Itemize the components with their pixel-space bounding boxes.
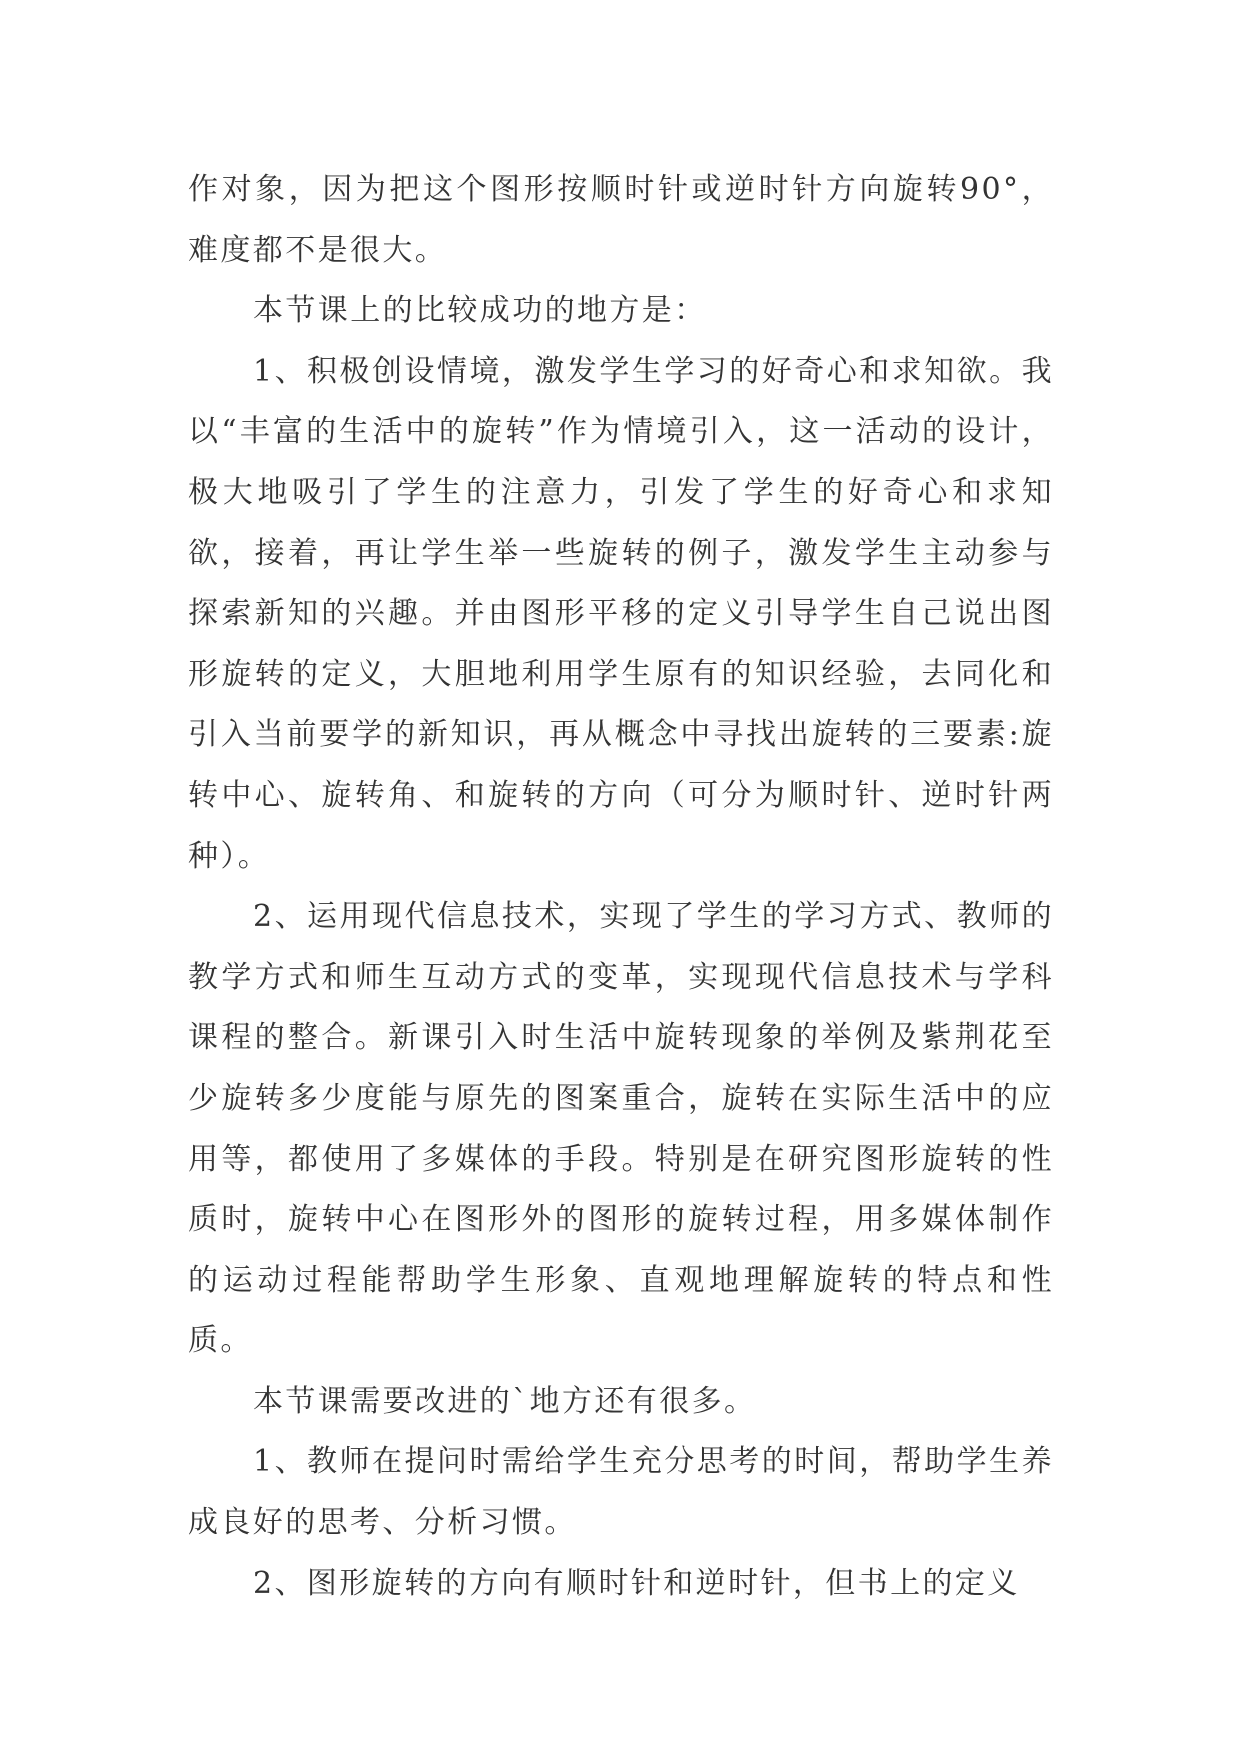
paragraph-improve-point-2: 2、图形旋转的方向有顺时针和逆时针，但书上的定义 — [253, 1565, 1020, 1601]
paragraph-success-intro: 本节课上的比较成功的地方是： — [253, 293, 707, 329]
paragraph-success-point-2: 2、运用现代信息技术，实现了学生的学习方式、教师的教学方式和师生互动方式的变革，实现现代信息技术与学科课程的整合。新课引入时生活中旋转现象的举例及紫荆花至少旋转多少度能与原先的图案重合，旋转在实际生活中的应用等，都使用了多媒体的手段。特别是在研究图形旋转的性质时，旋转中心在图形外的图形的旋转过程，用多媒体制作的运动过程能帮助学生形象、直观地理解旋转的特点和性质。 — [188, 899, 1054, 1359]
document-body — [188, 160, 1054, 1614]
paragraph-improve-point-1: 1、教师在提问时需给学生充分思考的时间，帮助学生养成良好的思考、分析习惯。 — [188, 1444, 1054, 1541]
paragraph-success-point-1: 1、积极创设情境，激发学生学习的好奇心和求知欲。我以“丰富的生活中的旋转”作为情境引入，这一活动的设计，极大地吸引了学生的注意力，引发了学生的好奇心和求知欲，接着，再让学生举一些旋转的例子，激发学生主动参与探索新知的兴趣。并由图形平移的定义引导学生自己说出图形旋转的定义，大胆地利用学生原有的知识经验，去同化和引入当前要学的新知识，再从概念中寻找出旋转的三要素:旋转中心、旋转角、和旋转的方向（可分为顺时针、逆时针两种）。 — [188, 353, 1054, 874]
paragraph-continuation: 作对象，因为把这个图形按顺时针或逆时针方向旋转90°，难度都不是很大。 — [188, 172, 1054, 268]
paragraph-improve-intro: 本节课需要改进的`地方还有很多。 — [253, 1383, 757, 1419]
